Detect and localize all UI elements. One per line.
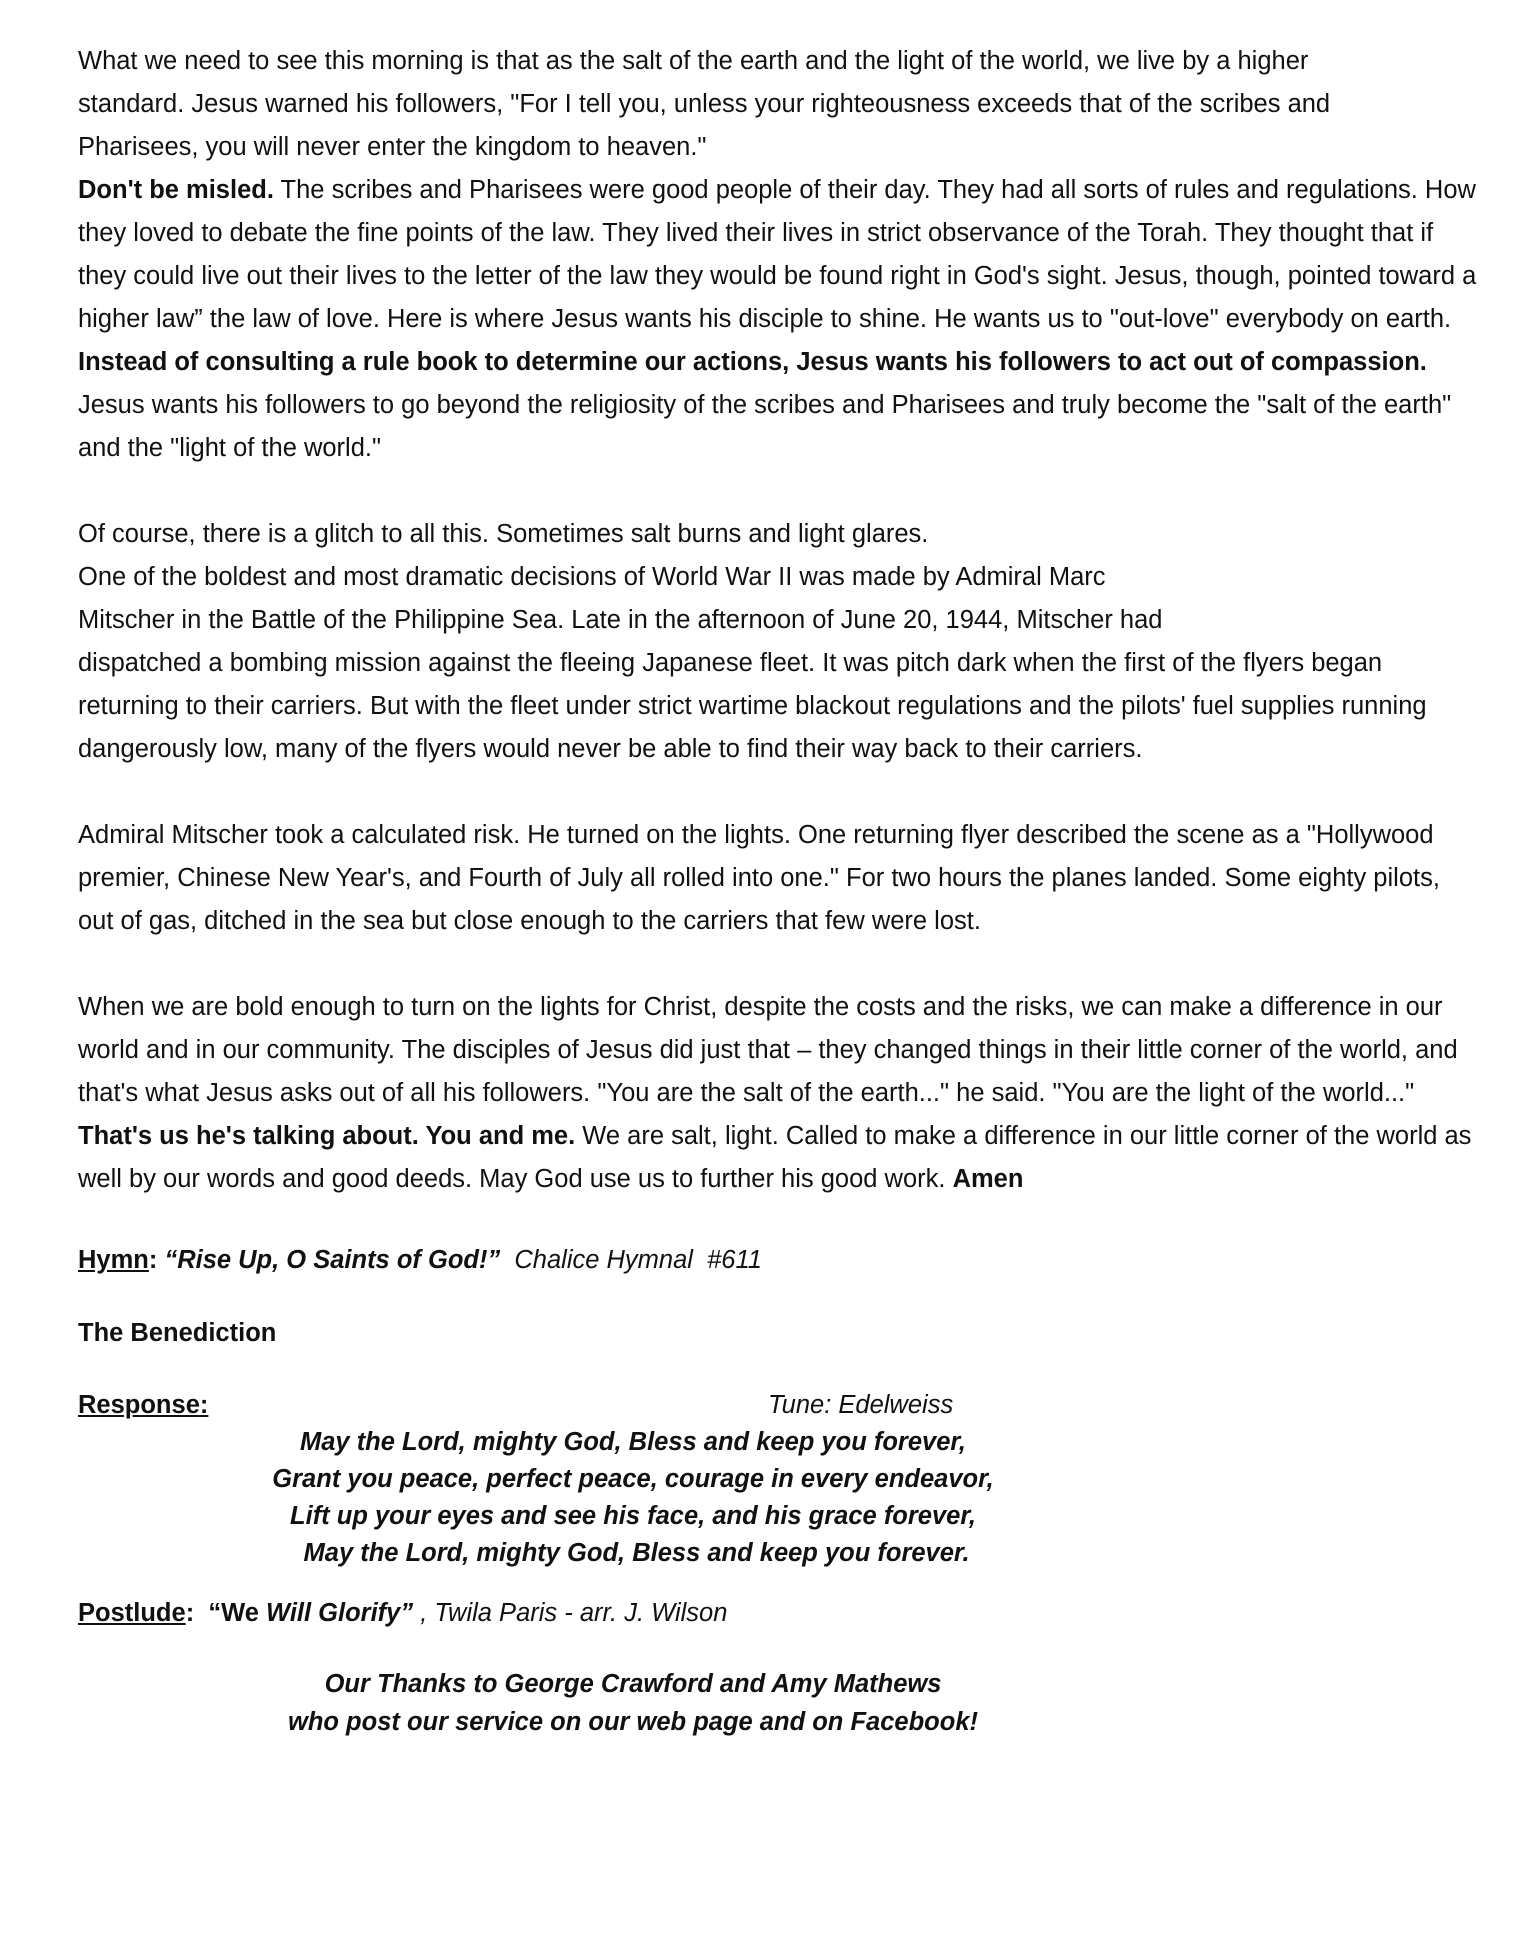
response-row [78, 1387, 1478, 1424]
verse-line: May the Lord, mighty God, Bless and keep you forever. [296, 1539, 970, 1567]
text-line: Pharisees, you will never enter the kingdom to heaven." [78, 133, 707, 161]
postlude-colon: : [185, 1599, 209, 1627]
hymn-colon: : [148, 1246, 165, 1274]
paragraph-misled [78, 169, 1478, 470]
thanks-note [78, 1665, 1518, 1741]
text-line: Of course, there is a glitch to all this. Sometimes salt burns and light glares. [78, 520, 929, 548]
postlude-label: Postlude [78, 1599, 186, 1627]
postlude-credit: , Twila Paris - arr. J. Wilson [413, 1599, 728, 1627]
text-run: dispatched a bombing mission against the fleeing Japanese fleet. It was pitch dark when the first of the flyers began returning to their carriers. But with the fleet under strict wartime blackout regulations and the pilots' fuel supplies running dangerously low, many of the flyers would never be able to find their way back to their carriers. [78, 649, 1427, 763]
benediction-heading: The Benediction [78, 1319, 277, 1347]
postlude-title: Will Glorify” [265, 1599, 414, 1627]
text-run: When we are bold enough to turn on the lights for Christ, despite the costs and the risks, we can make a difference in our world and in our community. The disciples of Jesus did just that – they changed things in their little corner of the world, and that's what Jesus asks out of all his followers. "You are the salt of the earth..." he said. "You are the light of the world..." [78, 993, 1458, 1107]
verse-line: May the Lord, mighty God, Bless and keep you forever, [300, 1428, 966, 1456]
verse-line: Grant you peace, perfect peace, courage in every endeavor, [272, 1465, 994, 1493]
text-line: What we need to see this morning is that as the salt of the earth and the light of the world, we live by a higher [78, 47, 1309, 75]
tune-label: Tune: Edelweiss [768, 1391, 954, 1419]
amen-text: Amen [952, 1165, 1024, 1193]
text-line: standard. Jesus warned his followers, "For I tell you, unless your righteousness exceeds that of the scribes and [78, 90, 1331, 118]
bold-phrase: Don't be misled. [78, 176, 274, 204]
hymn-title: “Rise Up, O Saints of God!” [164, 1246, 501, 1274]
paragraph-mitscher: Admiral Mitscher took a calculated risk. He turned on the lights. One returning flyer described the scene as a "Hollywood premier, Chinese New Year's, and Fourth of July all rolled into one." For two hours the planes landed. Some eighty pilots, out of gas, ditched in the sea but close enough to the carriers that few were lost. [78, 821, 1440, 935]
hymn-line [78, 1239, 1478, 1282]
paragraph-intro [78, 40, 1478, 169]
text-run: Jesus wants his followers to go beyond the religiosity of the scribes and Pharisees and truly become the "salt of the earth" and the "light of the world." [78, 391, 1452, 462]
response-verse [78, 1424, 1188, 1572]
text-line: Mitscher in the Battle of the Philippine Sea. Late in the afternoon of June 20, 1944, Mitscher had [78, 606, 1163, 634]
text-run: The scribes and Pharisees were good people of their day. They had all sorts of rules and regulations. How they loved to debate the fine points of the law. They lived their lives in strict observance of the Torah. They thought that if they could live out their lives to the letter of the law they would be found right in God's sight. Jesus, though, pointed toward a higher law” the law of love. Here is where Jesus wants his disciple to shine. He wants us to "out-love" everybody on earth. [78, 176, 1477, 333]
thanks-line: who post our service on our web page and on Facebook! [287, 1708, 978, 1736]
hymn-source: Chalice Hymnal #611 [500, 1246, 762, 1274]
paragraph-lights [78, 986, 1478, 1201]
thanks-line: Our Thanks to George Crawford and Amy Mathews [324, 1670, 942, 1698]
document-page [78, 40, 1478, 1741]
postlude-title-we: “We [208, 1599, 266, 1627]
bold-phrase: That's us he's talking about. You and me. [78, 1122, 576, 1150]
paragraph-glitch [78, 513, 1478, 771]
verse-line: Lift up your eyes and see his face, and his grace forever, [290, 1502, 976, 1530]
hymn-label: Hymn [78, 1246, 149, 1274]
bold-phrase: Instead of consulting a rule book to determine our actions, Jesus wants his followers to act out of compassion. [78, 348, 1427, 376]
response-label: Response: [78, 1391, 209, 1419]
postlude-line [78, 1592, 1478, 1635]
text-line: One of the boldest and most dramatic decisions of World War II was made by Admiral Marc [78, 563, 1106, 591]
text-run: We are salt, light. Called to make a difference in our little corner of the world as well by our words and good deeds. May God use us to further his good work. [78, 1122, 1472, 1193]
